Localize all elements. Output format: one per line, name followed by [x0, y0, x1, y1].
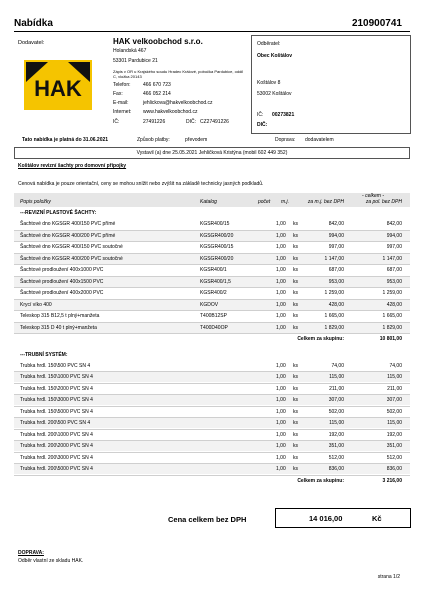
item-name: Teleskop 315 B12,5 t plný+manžeta: [20, 313, 100, 320]
subtotal-label: Celkem za skupinu:: [297, 477, 344, 484]
item-total: 115,00: [387, 420, 402, 427]
grand-total-box: [275, 508, 411, 528]
header-qty: počet: [258, 199, 271, 205]
item-unit: ks: [293, 408, 298, 415]
issued-by: Vystavil (a) dne 25.05.2021 Jehličková Kristýna (mobil 602 449 352): [136, 150, 288, 156]
supplier-label: Dodavatel:: [18, 40, 45, 46]
supplier-dic: CZ27491226: [200, 119, 229, 125]
table-row: [14, 288, 410, 298]
table-row: [14, 418, 410, 428]
item-price: 1 147,00: [324, 255, 344, 262]
table-row: [14, 219, 410, 229]
offer-note: Cenová nabídka je pouze orientační, ceny se mohou snížit nebo zvýšit na základě technicky jasných podkladů.: [18, 181, 264, 187]
subtotal-value: 10 801,00: [379, 336, 402, 343]
page-number: strana 1/2: [377, 574, 400, 580]
item-name: Šachtové dno KGSGR 400/200 PVC přímé: [20, 232, 116, 239]
item-name: Trubka hrdl. 200\3000 PVC SN 4: [20, 454, 93, 461]
item-unit: ks: [293, 267, 298, 274]
grand-total-label: Cena celkem bez DPH: [168, 515, 247, 524]
subtotal-value: 3 216,00: [382, 477, 402, 484]
customer-name: Obec Koštálov: [257, 53, 293, 59]
item-total: 211,00: [387, 385, 402, 392]
supplier-ico: 27491226: [143, 119, 166, 125]
customer-street: Koštálov 8: [257, 80, 281, 86]
item-total: 428,00: [386, 301, 402, 308]
supplier-fax: 466 052 214: [143, 91, 171, 97]
hak-logo: [24, 60, 92, 110]
table-row: [14, 254, 410, 264]
item-unit: ks: [293, 324, 298, 331]
supplier-street: Holandská 467: [113, 48, 147, 54]
item-unit: ks: [293, 385, 298, 392]
item-name: Trubka hrdl. 200\1000 PVC SN 4: [20, 431, 93, 438]
item-name: Trubka hrdl. 200\2000 PVC SN 4: [20, 443, 93, 450]
item-unit: ks: [293, 244, 298, 251]
item-unit: ks: [293, 301, 298, 308]
item-total: 1 147,00: [382, 255, 402, 262]
header-divider: [14, 31, 410, 32]
supplier-phone: 466 670 723: [143, 82, 171, 88]
item-price: 687,00: [328, 267, 344, 274]
item-name: Trubka hrdl. 150\3000 PVC SN 4: [20, 397, 93, 404]
item-unit: ks: [293, 397, 298, 404]
item-name: Šachtové dno KGSGR 400/150 PVC soutočné: [20, 244, 123, 251]
item-qty: 1,00: [276, 244, 286, 251]
item-price: 512,00: [328, 454, 344, 461]
customer-city: 53002 Koštálov: [257, 91, 292, 97]
header-total: za pol. bez DPH: [365, 199, 402, 205]
grand-total-currency: Kč: [372, 514, 382, 523]
group-subtotal: [14, 476, 410, 486]
supplier-register-note: Zápis v OR u Krajského soudu Hradec Králové, pobočka Pardubice, oddíl C, vložka 20143: [113, 69, 244, 79]
item-name: Trubka hrdl. 200\500 PVC SN 4: [20, 420, 91, 427]
supplier-web[interactable]: www.hakvelkoobchod.cz: [143, 109, 198, 115]
delivery-value: dodavatelem: [305, 137, 334, 143]
item-price: 74,00: [331, 362, 344, 369]
item-qty: 1,00: [276, 267, 286, 274]
item-name: Šachtové prodloužení 400x2000 PVC: [20, 290, 104, 297]
item-unit: ks: [293, 443, 298, 450]
item-unit: ks: [293, 431, 298, 438]
item-total: 502,00: [386, 408, 402, 415]
item-price: 211,00: [329, 385, 344, 392]
item-total: 192,00: [386, 431, 402, 438]
transport-title: DOPRAVA:: [18, 550, 44, 556]
item-qty: 1,00: [276, 466, 286, 473]
item-catalog: T400B12SP: [200, 313, 227, 320]
item-total: 307,00: [386, 397, 402, 404]
item-price: 115,00: [329, 374, 344, 381]
table-row: [14, 300, 410, 310]
item-name: Krycí víko 400: [20, 301, 52, 308]
grand-total-value: 14 016,00: [309, 514, 343, 523]
table-row: [14, 323, 410, 333]
table-row: [14, 407, 410, 417]
item-catalog: KGDOV: [200, 301, 219, 308]
item-total: 351,00: [386, 443, 402, 450]
item-qty: 1,00: [276, 385, 286, 392]
group-title: [14, 208, 410, 218]
customer-dic-label: DIČ:: [257, 122, 268, 128]
subtotal-label: Celkem za skupinu:: [297, 336, 344, 343]
offer-subject: Koštálov revizní šachty pro domovní přípojky: [18, 163, 127, 169]
item-name: Šachtové prodloužení 400x1500 PVC: [20, 278, 104, 285]
supplier-name: HAK velkoobchod s.r.o.: [113, 37, 203, 46]
item-unit: ks: [293, 221, 298, 228]
customer-ico: 00273821: [272, 112, 295, 118]
payment-value: převodem: [185, 137, 208, 143]
item-qty: 1,00: [276, 278, 286, 285]
item-qty: 1,00: [276, 443, 286, 450]
payment-label: Způsob platby:: [137, 137, 170, 143]
table-row: [14, 361, 410, 371]
item-total: 1 829,00: [382, 324, 402, 331]
item-catalog: KGSGR400/15: [200, 244, 234, 251]
item-total: 74,00: [389, 362, 402, 369]
item-unit: ks: [293, 466, 298, 473]
item-qty: 1,00: [276, 255, 286, 262]
table-header: [14, 193, 410, 207]
item-total: 115,00: [387, 374, 402, 381]
item-qty: 1,00: [276, 301, 286, 308]
item-qty: 1,00: [276, 454, 286, 461]
item-unit: ks: [293, 362, 298, 369]
item-catalog: KGSR400/15: [200, 221, 230, 228]
table-row: [14, 311, 410, 321]
item-unit: ks: [293, 255, 298, 262]
item-total: 836,00: [386, 466, 402, 473]
hak-logo-icon: [24, 60, 92, 110]
item-name: Trubka hrdl. 150\5000 PVC SN 4: [20, 408, 93, 415]
item-name: Šachtové dno KGSGR 400/150 PVC přímé: [20, 221, 116, 228]
table-row: [14, 242, 410, 252]
item-qty: 1,00: [276, 324, 286, 331]
item-name: Šachtové prodloužení 400x1000 PVC: [20, 267, 104, 274]
table-row: [14, 372, 410, 382]
header-catalog: Katalog: [200, 199, 217, 205]
supplier-fax-label: Fax:: [113, 91, 123, 97]
table-row: [14, 265, 410, 275]
item-name: Šachtové dno KGSGR 400/200 PVC soutočné: [20, 255, 123, 262]
item-qty: 1,00: [276, 374, 286, 381]
table-row: [14, 277, 410, 287]
item-price: 997,00: [328, 244, 344, 251]
item-price: 428,00: [328, 301, 344, 308]
item-total: 1 665,00: [382, 313, 402, 320]
item-unit: ks: [293, 290, 298, 297]
document-number: 210900741: [351, 18, 402, 29]
item-price: 351,00: [328, 443, 344, 450]
item-unit: ks: [293, 374, 298, 381]
table-row: [14, 430, 410, 440]
item-qty: 1,00: [276, 408, 286, 415]
item-total: 687,00: [386, 267, 402, 274]
item-unit: ks: [293, 313, 298, 320]
item-name: Trubka hrdl. 150\1000 PVC SN 4: [20, 374, 93, 381]
item-qty: 1,00: [276, 313, 286, 320]
item-unit: ks: [293, 454, 298, 461]
document-title: Nabídka: [14, 18, 53, 29]
item-price: 115,00: [329, 420, 344, 427]
item-total: 842,00: [386, 221, 402, 228]
item-total: 994,00: [386, 232, 402, 239]
item-name: Teleskop 315 D 40 t plný+manžeta: [20, 324, 97, 331]
supplier-ico-label: IČ:: [113, 119, 120, 125]
item-qty: 1,00: [276, 431, 286, 438]
customer-ico-label: IČ:: [257, 112, 264, 118]
group-title-text: ---REVIZNÍ PLASTOVÉ ŠACHTY:: [20, 210, 97, 216]
item-qty: 1,00: [276, 290, 286, 297]
offer-validity: Tato nabídka je platná do 31.06.2021: [22, 137, 109, 143]
header-price: za m.j. bez DPH: [307, 199, 344, 205]
item-price: 1 829,00: [324, 324, 344, 331]
item-catalog: KGSGR400/20: [200, 232, 234, 239]
item-total: 997,00: [386, 244, 402, 251]
item-price: 842,00: [328, 221, 344, 228]
group-title: [14, 350, 410, 360]
delivery-label: Doprava:: [275, 137, 296, 143]
item-price: 192,00: [328, 431, 344, 438]
transport-text: Odběr vlastní ze skladu HAK.: [18, 558, 84, 564]
table-row: [14, 464, 410, 474]
supplier-email-label: E-mail:: [113, 100, 129, 106]
item-catalog: T400D40OP: [200, 324, 228, 331]
supplier-dic-label: DIČ:: [186, 119, 196, 125]
item-catalog: KGSGR400/20: [200, 255, 234, 262]
item-qty: 1,00: [276, 420, 286, 427]
item-qty: 1,00: [276, 232, 286, 239]
item-catalog: KGSR400/2: [200, 290, 227, 297]
svg-text:HAK: HAK: [34, 76, 82, 101]
item-unit: ks: [293, 278, 298, 285]
item-price: 307,00: [328, 397, 344, 404]
table-row: [14, 395, 410, 405]
item-catalog: KGSR400/1,5: [200, 278, 231, 285]
table-row: [14, 231, 410, 241]
table-row: [14, 441, 410, 451]
item-total: 953,00: [386, 278, 402, 285]
item-price: 1 665,00: [324, 313, 344, 320]
item-name: Trubka hrdl. 150\2000 PVC SN 4: [20, 385, 93, 392]
supplier-web-label: Internet:: [113, 109, 132, 115]
item-qty: 1,00: [276, 221, 286, 228]
item-unit: ks: [293, 420, 298, 427]
group-title-text: ---TRUBNÍ SYSTÉM:: [20, 351, 68, 358]
item-qty: 1,00: [276, 397, 286, 404]
item-name: Trubka hrdl. 150\500 PVC SN 4: [20, 362, 91, 369]
item-unit: ks: [293, 232, 298, 239]
item-price: 1 259,00: [324, 290, 344, 297]
supplier-phone-label: Telefon:: [113, 82, 131, 88]
header-name: Popis položky: [20, 199, 51, 205]
table-row: [14, 384, 410, 394]
customer-label: Odběratel:: [257, 41, 281, 47]
item-price: 502,00: [328, 408, 344, 415]
header-unit: m.j.: [281, 199, 290, 205]
item-price: 836,00: [328, 466, 344, 473]
header-group-label: - celkem -: [362, 193, 384, 199]
item-price: 953,00: [328, 278, 344, 285]
item-catalog: KGSR400/1: [200, 267, 227, 274]
item-price: 994,00: [328, 232, 344, 239]
item-total: 1 259,00: [382, 290, 402, 297]
group-subtotal: [14, 334, 410, 344]
item-total: 512,00: [386, 454, 402, 461]
table-row: [14, 453, 410, 463]
supplier-email[interactable]: jehlickova@hakvelkoobchod.cz: [143, 100, 213, 106]
item-name: Trubka hrdl. 200\5000 PVC SN 4: [20, 466, 93, 473]
item-qty: 1,00: [276, 362, 286, 369]
supplier-city: 53301 Pardubice 21: [113, 58, 158, 64]
